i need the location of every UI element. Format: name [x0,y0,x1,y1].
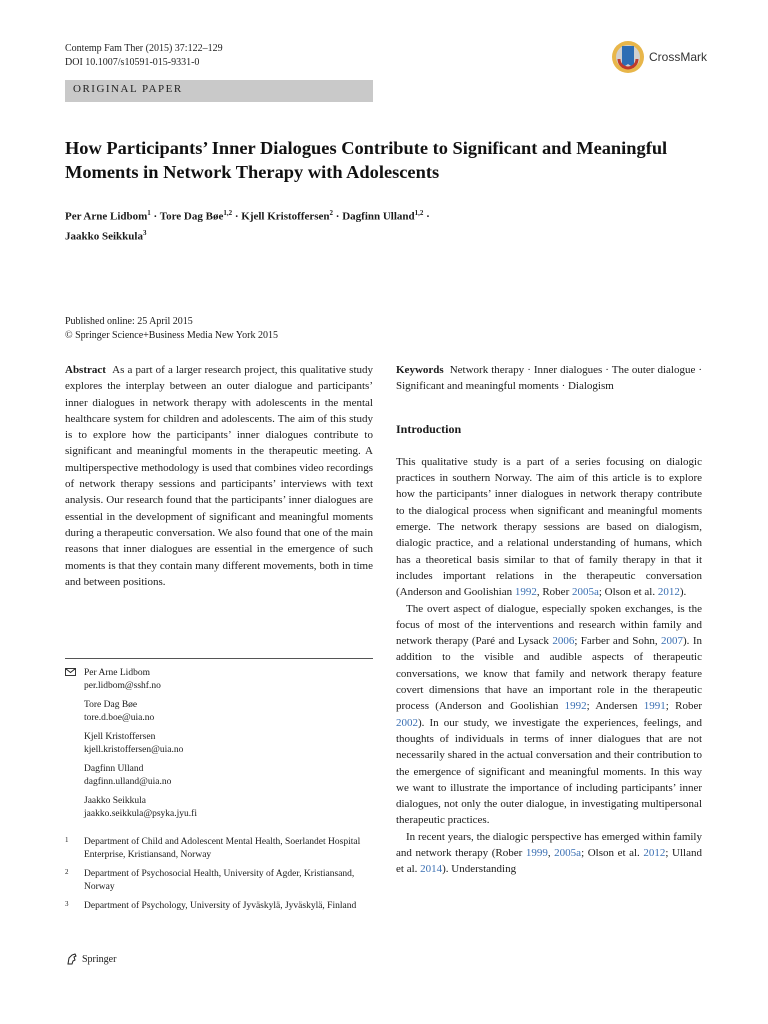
citation-link[interactable]: 2007 [661,635,684,648]
author-affil-ref: 1,2 [414,209,424,217]
doi: DOI 10.1007/s10591-015-9331-0 [65,57,200,68]
paragraph-text: ). Understanding [442,863,517,876]
crossmark-icon [611,39,645,75]
footnote-divider [65,658,373,659]
journal-citation: Contemp Fam Ther (2015) 37:122–129 [65,43,223,54]
publisher-name: Springer [82,953,117,965]
author-name[interactable]: Tore Dag Bøe [159,210,224,223]
paragraph-text: ; Farber and Sohn, [574,635,662,648]
keywords-label: Keywords [396,364,444,376]
affiliations [65,836,373,919]
author-contacts [65,667,373,827]
abstract-text: As a part of a larger research project, this qualitative study explores the interplay between an outer dialogue and participants’ inner dialogues in network therapy with adolescents in the mental healthcare system for children and adolescents. The aim of this study is to explore how the participants’ inner dialogues contribute to significant and meaningful moments in the therapeutic meeting. A multiperspective methodology is used that combines video recordings of network therapy sessions and participants’ interviews with text analysis. Our research found that the participants’ inner dialogues are essential in the development of significant and meaningful moments during a therapeutic conversation. We also found that one of the main reasons that inner dialogues are essential in the emergence of such moments is that they contain many different movements, both in time and between positions. [65,364,373,588]
paragraph-text: ; Ulland et al. [396,847,702,876]
intro-paragraph-1 [396,454,702,601]
contact-email[interactable]: per.lidbom@sshf.no [84,681,161,691]
author-list [65,205,705,244]
author-affil-ref: 1,2 [223,209,233,217]
affiliation-entry [65,900,373,913]
author-name[interactable]: Jaakko Seikkula [65,230,143,243]
intro-paragraph-2 [396,601,702,829]
springer-horse-icon [65,952,79,966]
affiliation-number: 2 [65,868,69,876]
affiliation-number: 1 [65,836,69,844]
affiliation-number: 3 [65,900,69,908]
crossmark-label: CrossMark [649,50,708,64]
copyright: © Springer Science+Business Media New York 2015 [65,330,278,341]
abstract-label: Abstract [65,364,106,376]
citation-link[interactable]: 2012 [643,847,666,860]
affiliation-entry [65,836,373,862]
article-type-banner [65,80,373,102]
paragraph-text: ; Olson et al. [581,847,644,860]
paragraph-text: ). [679,586,687,599]
contact-name: Jaakko Seikkula [84,796,147,806]
affiliation-text: Department of Child and Adolescent Mental Health, Soerlandet Hospital Enterprise, Kristiansand, Norway [84,837,361,860]
citation-link[interactable]: 2002 [396,716,418,729]
abstract [65,362,373,590]
paragraph-text: ; Olson et al. [598,586,658,599]
citation-link[interactable]: 1999 [525,847,548,860]
paragraph-text: This qualitative study is a part of a series focusing on dialogic practices in southern Norway. The aim of this article is to explore how the participants’ inner dialogues in network therapy contribute to the dialogical process when significant and meaningful moments emerge. The network therapy sessions are based on dialogism, dialogic practice, and a relational understanding of humans, which has a theoretical basis similar to that of family therapy in that it includes important relations in the therapeutic conversation (Anderson and Goolishian [396,455,702,599]
contact-name: Per Arne Lidbom [84,668,150,678]
paragraph-text: ; Andersen [586,700,644,713]
contact-email[interactable]: tore.d.boe@uia.no [84,713,155,723]
paragraph-text: ). In addition to the visible and audible aspects of therapeutic conversations, we know that family and network therapy feature covert dimensions that have an important role in the therapeutic process (Anderson and Goolishian [396,635,703,713]
author-affil-ref: 1 [147,209,151,217]
introduction-heading: Introduction [396,421,462,436]
intro-paragraph-3 [396,829,702,878]
author-name[interactable]: Kjell Kristoffersen [241,210,330,223]
contact-entry [65,731,373,757]
author-separator: · [232,210,242,223]
citation-link[interactable]: 2006 [552,635,575,648]
paragraph-text: The overt aspect of dialogue, especially spoken exchanges, is the focus of most of the interventions and research within family and network therapy (Paré and Lysack [396,602,702,648]
author-name[interactable]: Per Arne Lidbom [65,210,148,223]
contact-name: Tore Dag Bøe [84,700,138,710]
paragraph-text: ). In our study, we investigate the experiences, feelings, and thoughts of individuals in terms of inner dialogues that are not necessarily shared in the actual conversation and their contribution to the emergence of significant and meaningful moments. In this way we want to illustrate the importance of including participants’ inner dialogues, not only the outer dialogue, in investigating multipersonal therapeutic practices. [396,716,702,827]
contact-entry [65,795,373,821]
author-separator: · [423,210,430,223]
author-separator: · [333,210,343,223]
author-affil-ref: 3 [142,228,147,237]
paragraph-text: In recent years, the dialogic perspective has emerged within family and network therapy (Rober [396,830,702,860]
contact-email[interactable]: kjell.kristoffersen@uia.no [84,745,184,755]
envelope-icon [65,668,76,676]
citation-link[interactable]: 1992 [514,586,537,599]
paragraph-text: , [547,847,555,860]
contact-email[interactable]: jaakko.seikkula@psyka.jyu.fi [84,809,197,819]
contact-entry [65,699,373,725]
contact-name: Dagfinn Ulland [84,764,144,774]
contact-name: Kjell Kristoffersen [84,732,156,742]
affiliation-entry [65,868,373,894]
contact-email[interactable]: dagfinn.ulland@uia.no [84,777,172,787]
author-separator: · [150,210,160,223]
citation-link[interactable]: 2012 [657,586,680,599]
citation-link[interactable]: 2014 [420,863,443,876]
right-column [396,362,702,878]
paragraph-text: ; Rober [665,700,702,713]
article-title: How Participants’ Inner Dialogues Contribute to Significant and Meaningful Moments in Network Therapy with Adolescents [65,138,668,182]
paragraph-text: , Rober [536,586,572,599]
crossmark-badge[interactable] [611,39,711,77]
author-affil-ref: 2 [329,209,334,217]
keywords-text: Network therapy · Inner dialogues · The outer dialogue · Significant and meaningful moments · Dialogism [396,364,703,393]
author-name[interactable]: Dagfinn Ulland [342,210,415,223]
contact-entry [65,763,373,789]
citation-link[interactable]: 2005a [571,586,599,599]
keywords [396,362,702,395]
publication-info [65,315,278,343]
affiliation-text: Department of Psychosocial Health, University of Agder, Kristiansand, Norway [84,869,355,892]
citation-link[interactable]: 2005a [554,847,582,860]
citation-link[interactable]: 1992 [564,700,587,713]
contact-entry [65,667,373,693]
publisher-footer [65,952,116,966]
citation-link[interactable]: 1991 [643,700,666,713]
article-type-label: ORIGINAL PAPER [73,83,183,95]
published-date: Published online: 25 April 2015 [65,316,193,327]
affiliation-text: Department of Psychology, University of Jyväskylä, Jyväskylä, Finland [84,901,357,911]
